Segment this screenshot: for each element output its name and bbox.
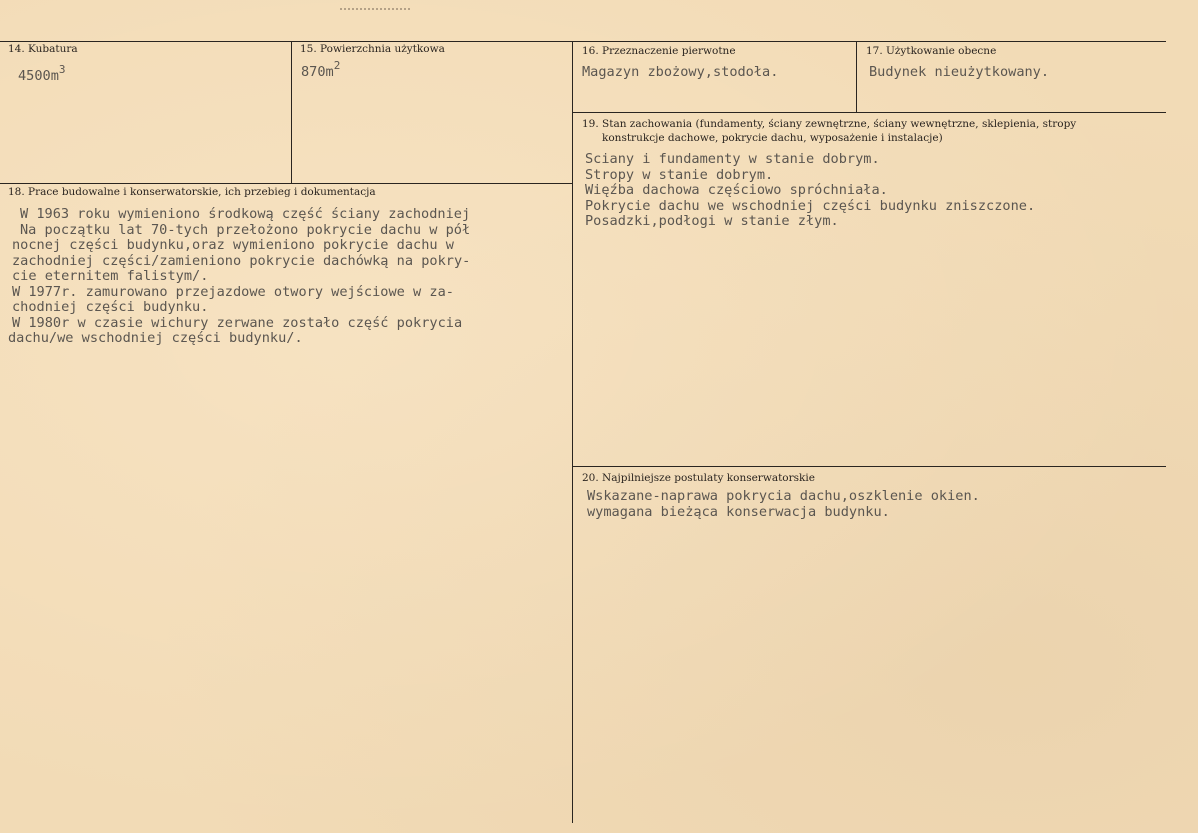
rule-under-14-15	[0, 183, 573, 184]
divider-main	[572, 41, 573, 823]
field-19-text	[585, 152, 1035, 230]
field-15-label: 15. Powierzchnia użytkowa	[300, 43, 445, 55]
field-19-line: Posadzki,podłogi w stanie złym.	[585, 213, 839, 229]
field-19-label-line2: konstrukcje dachowe, pokrycie dachu, wyposażenie i instalacje)	[602, 132, 943, 144]
field-15-unit-exponent: 2	[333, 59, 341, 72]
rule-under-16-17	[573, 112, 1166, 113]
field-17-value: Budynek nieużytkowany.	[869, 64, 1050, 80]
top-rule	[0, 41, 1166, 42]
field-14-value	[18, 62, 66, 85]
field-18-line: W 1980r w czasie wichury zerwane zostało część pokrycia	[12, 314, 463, 331]
field-18-line: W 1963 roku wymieniono środkową część ściany zachodniej	[20, 206, 471, 222]
field-20-label: 20. Najpilniejsze postulaty konserwatorskie	[582, 472, 815, 484]
divider-14-15	[291, 41, 292, 183]
rule-above-20	[573, 466, 1166, 467]
field-18-label: 18. Prace budowalne i konserwatorskie, ich przebieg i dokumentacja	[8, 186, 376, 198]
field-19-line: Pokrycie dachu we wschodniej części budynku zniszczone.	[585, 197, 1036, 214]
field-20-text	[587, 489, 980, 520]
field-18-line: nocnej części budynku,oraz wymieniono pokrycie dachu w	[12, 237, 454, 253]
field-18-line: zachodniej części/zamieniono pokrycie dachówką na pokry-	[12, 252, 471, 269]
field-19-label	[582, 117, 1076, 145]
field-18-line: W 1977r. zamurowano przejazdowe otwory wejściowe w za-	[12, 283, 454, 300]
field-18-text	[8, 207, 470, 347]
field-18-line: dachu/we wschodniej części budynku/.	[8, 330, 303, 346]
field-15-number: 870m	[301, 64, 334, 80]
field-20-line: Wskazane-naprawa pokrycia dachu,oszklenie okien.	[587, 488, 980, 504]
field-15-value	[301, 58, 340, 81]
field-17-label: 17. Użytkowanie obecne	[866, 45, 997, 57]
field-18-line: chodniej części budynku.	[12, 299, 209, 315]
field-14-unit-exponent: 3	[58, 63, 66, 76]
field-19-label-line1: 19. Stan zachowania (fundamenty, ściany zewnętrzne, ściany wewnętrzne, sklepienia, stropy	[582, 118, 1077, 130]
field-14-number: 4500m	[18, 68, 59, 84]
field-18-line: Na początku lat 70-tych przełożono pokrycie dachu w pół	[20, 221, 471, 238]
divider-16-17	[856, 41, 857, 112]
field-16-value: Magazyn zbożowy,stodoła.	[582, 64, 779, 80]
field-19-line: Stropy w stanie dobrym.	[585, 166, 774, 183]
field-20-line: wymagana bieżąca konserwacja budynku.	[587, 503, 890, 520]
field-18-line: cie eternitem falistym/.	[12, 268, 209, 284]
field-16-label: 16. Przeznaczenie pierwotne	[582, 45, 736, 57]
field-19-line: Sciany i fundamenty w stanie dobrym.	[585, 151, 880, 167]
field-19-line: Więźba dachowa częściowo spróchniała.	[585, 182, 888, 198]
field-14-label: 14. Kubatura	[8, 43, 78, 55]
stamp-mark	[340, 0, 410, 10]
